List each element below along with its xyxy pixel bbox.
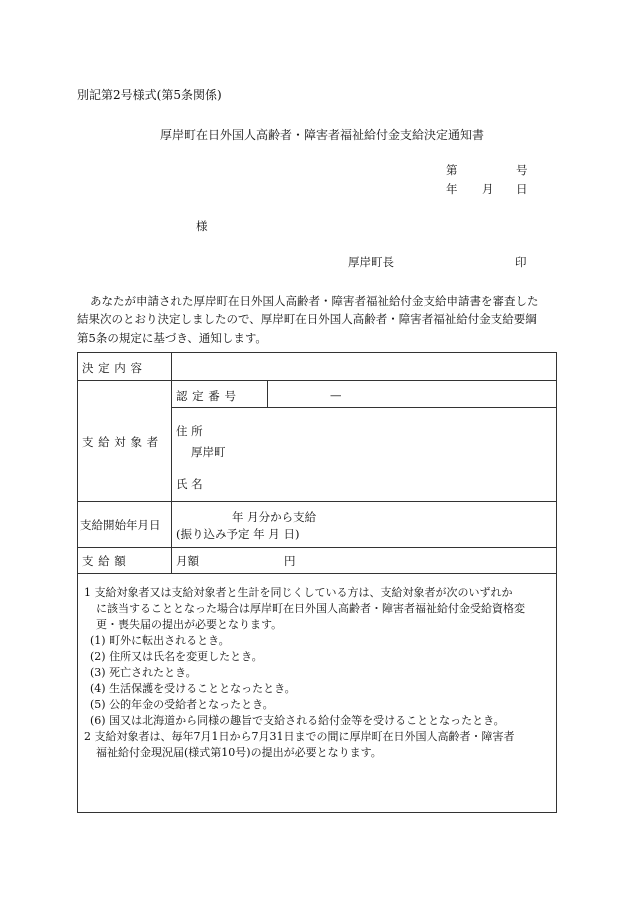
note-1-line-1: 1 支給対象者又は支給対象者と生計を同じくしている方は、支給対象者が次のいずれか: [84, 586, 513, 599]
decision-content-label: 決 定 内 容: [82, 361, 143, 375]
body-line-2: 結果次のとおり決定しましたので、厚岸町在日外国人高齢者・障害者福祉給付金支給要綱: [77, 312, 537, 326]
doc-number-dai: 第: [446, 163, 458, 177]
document-title: 厚岸町在日外国人高齢者・障害者福祉給付金支給決定通知書: [160, 128, 485, 142]
note-1-line-2: に該当することとなった場合は厚岸町在日外国人高齢者・障害者福祉給付金受給資格変: [96, 602, 525, 615]
note-item-4: (4) 生活保護を受けることとなったとき。: [90, 682, 296, 695]
seal-mark: 印: [515, 255, 527, 269]
date-month: 月: [482, 182, 494, 196]
recipient-suffix: 様: [196, 219, 208, 233]
date-day: 日: [516, 182, 528, 196]
body-line-1: あなたが申請された厚岸町在日外国人高齢者・障害者福祉給付金支給申請書を審査した: [90, 294, 539, 308]
note-item-3: (3) 死亡されたとき。: [90, 666, 197, 679]
doc-number-go: 号: [516, 163, 528, 177]
beneficiary-label: 支 給 対 象 者: [82, 435, 159, 449]
address-label: 住 所: [176, 424, 203, 438]
date-year: 年: [446, 182, 458, 196]
note-item-2: (2) 住所又は氏名を変更したとき。: [90, 650, 263, 663]
note-1-line-3: 更・喪失届の提出が必要となります。: [96, 618, 283, 631]
certification-number-value: —: [330, 388, 342, 402]
sender-name: 厚岸町長: [348, 255, 394, 269]
start-date-line-1: 年 月分から支給: [232, 510, 317, 524]
form-label: 別記第2号様式(第5条関係): [77, 88, 222, 102]
start-date-label: 支給開始年月日: [80, 518, 161, 532]
start-date-line-2: (振り込み予定 年 月 日): [176, 527, 300, 541]
note-item-1: (1) 町外に転出されるとき。: [90, 634, 230, 647]
certification-number-label: 認 定 番 号: [176, 389, 237, 403]
note-item-6: (6) 国又は北海道から同様の趣旨で支給される給付金等を受けることとなったとき。: [90, 714, 505, 727]
note-2-line-2: 福祉給付金現況届(様式第10号)の提出が必要となります。: [96, 746, 382, 759]
note-2-line-1: 2 支給対象者は、毎年7月1日から7月31日までの間に厚岸町在日外国人高齢者・障害者: [84, 730, 515, 743]
body-line-3: 第5条の規定に基づき、通知します。: [77, 331, 267, 345]
yen-unit: 円: [284, 554, 296, 568]
address-value: 厚岸町: [191, 445, 226, 459]
name-label: 氏 名: [176, 477, 203, 491]
payment-amount-label: 支 給 額: [82, 554, 127, 568]
note-item-5: (5) 公的年金の受給者となったとき。: [90, 698, 274, 711]
monthly-amount-prefix: 月額: [176, 554, 199, 568]
